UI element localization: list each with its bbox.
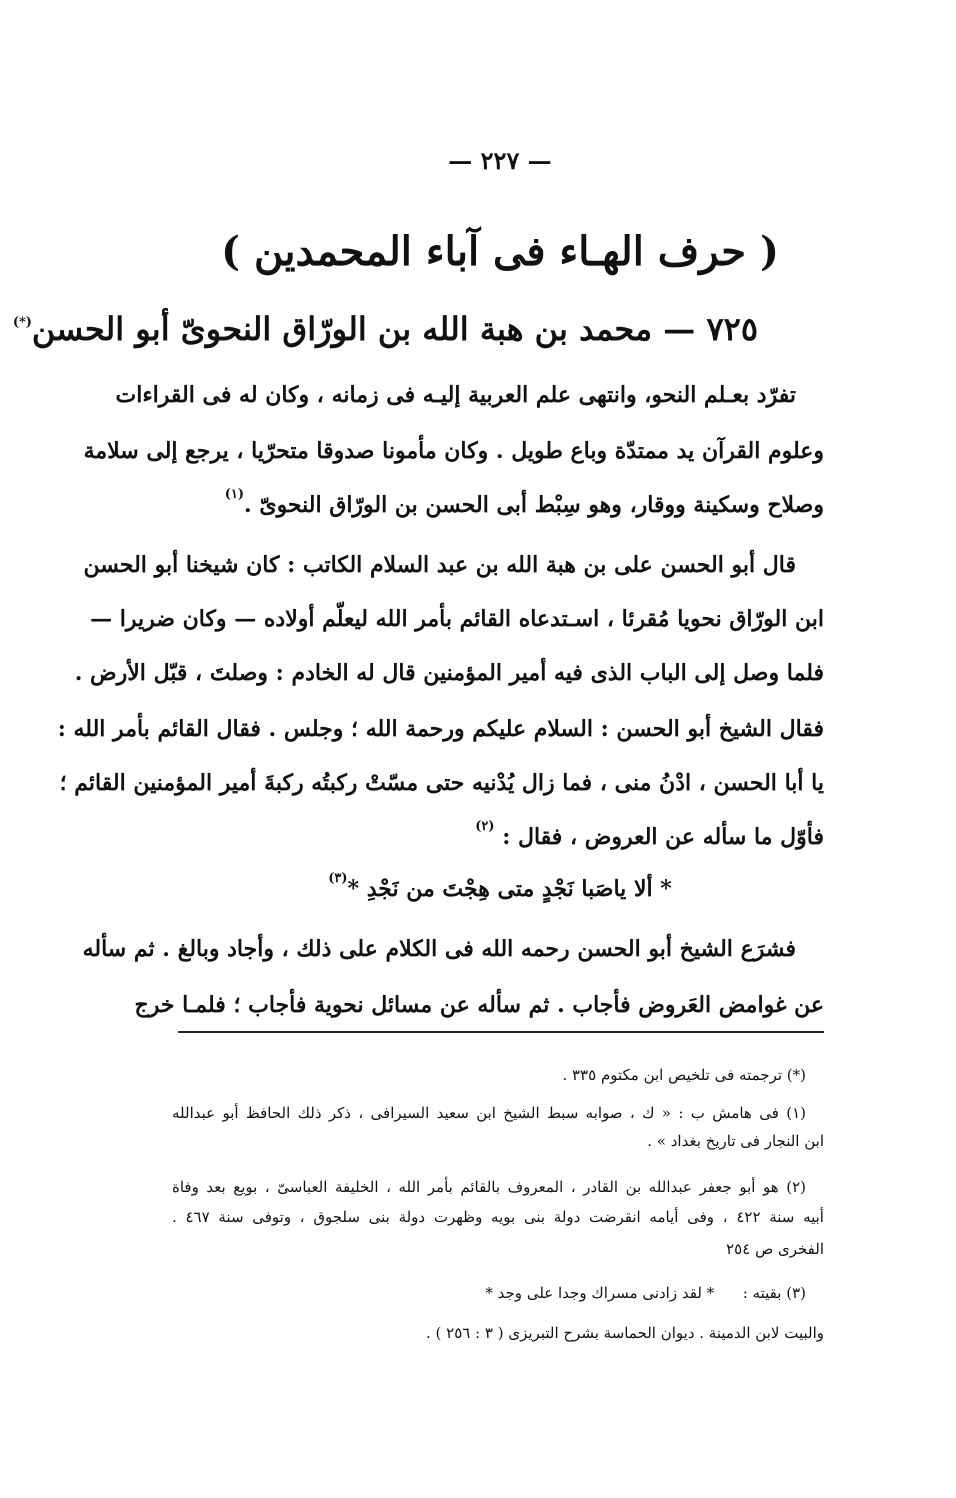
footnote-star: (*) ترجمته فى تلخيص ابن مكتوم ٣٣٥ . <box>562 1066 806 1084</box>
verse-text: * ألا ياصَبا نَجْدٍ متى هِجْتَ من نَجْدِ * <box>347 876 672 902</box>
paragraph2-line <box>90 602 824 636</box>
footnote-2-line: (٢) هو أبو جعفر عبدالله بن القادر ، المعروف بالقائم بأمر الله ، الخليفة العباسىّ ، بويع بعد وفاة <box>172 1178 806 1196</box>
paragraph1-line <box>164 488 824 526</box>
footnote-3: (٣) بقيته : * لقد زادنى مسراك وجدا على وجد * <box>485 1284 806 1302</box>
footnote-mark-1: (١) <box>224 487 245 502</box>
entry-heading <box>12 310 758 348</box>
paragraph1-text: وصلاح وسكينة ووقار، وهو سِبْط أبى الحسن بن الورّاق النحوىّ . <box>244 492 824 518</box>
entry-heading-text: ٧٢٥ — محمد بن هبة الله بن الورّاق النحوىّ أبو الحسن <box>31 310 758 348</box>
paragraph2-line: فلما وصل إلى الباب الذى فيه أمير المؤمنين قال له الخادم : وصلتَ ، قبّل الأرض . <box>74 660 824 686</box>
paragraph2-line: يا أبا الحسن ، ادْنُ منى ، فما زال يُدْنيه حتى مسّتْ ركبتُه ركبةَ أمير المؤمنين القائم ؛ <box>59 770 824 796</box>
paragraph2-line: قال أبو الحسن على بن هبة الله بن عبد السلام الكاتب : كان شيخنا أبو الحسن <box>83 552 796 578</box>
verse-line <box>0 872 956 910</box>
footnote-2-line: أبيه سنة ٤٢٢ ، وفى أيامه انقرضت دولة بنى بويه وظهرت دولة بنى سلجوق ، وتوفى سنة ٤٦٧ . <box>172 1208 824 1226</box>
paragraph3-line: عن غوامض العَروض فأجاب . ثم سأله عن مسائل نحوية فأجاب ؛ فلمـا خرج <box>134 992 824 1018</box>
paragraph2-text: ابن الورّاق نحويا مُقرئا ، اسـتدعاه القائم بأمر الله ليعلّم أولاده — وكان ضريرا — <box>90 606 824 632</box>
footnote-1-line: ابن النجار فى تاريخ بغداد » . <box>647 1132 824 1150</box>
paragraph2-line <box>164 820 824 858</box>
paragraph1-line: وعلوم القرآن يد ممتدّة وباع طويل . وكان مأمونا صدوقا متحرّيا ، يرجع إلى سلامة <box>83 438 824 464</box>
heading-footnote-mark: (*) <box>12 315 32 330</box>
paragraph2-line: فقال الشيخ أبو الحسن : السلام عليكم ورحمة الله ؛ وجلس . فقال القائم بأمر الله : <box>57 716 824 742</box>
footnote-2-line: الفخرى ص ٢٥٤ <box>726 1240 824 1258</box>
paragraph1-line: تفرّد بعـلم النحو، وانتهى علم العربية إليـه فى زمانه ، وكان له فى القراءات <box>115 382 796 408</box>
page-number: — ٢٢٧ — <box>448 146 552 175</box>
chapter-title: ( حرف الهـاء فى آباء المحمدين ) <box>221 228 779 275</box>
footnote-1-line: (١) فى هامش ب : « ك ، صوابه سبط الشيخ ابن سعيد السيرافى ، ذكر ذلك الحافظ أبو عبدالله <box>172 1104 806 1122</box>
footnote-mark-3: (٣) <box>328 871 348 886</box>
paragraph2-text: فأوّل ما سأله عن العروض ، فقال : <box>502 824 824 850</box>
footnote-divider <box>178 1031 824 1033</box>
footnote-3-source: والبيت لابن الدمينة . ديوان الحماسة بشرح التبريزى ( ٣ : ٢٥٦ ) . <box>425 1324 824 1342</box>
paragraph3-line: فشرَع الشيخ أبو الحسن رحمه الله فى الكلام على ذلك ، وأجاد وبالغ . ثم سأله <box>82 936 796 962</box>
footnote-mark-2: (٢) <box>475 819 495 834</box>
